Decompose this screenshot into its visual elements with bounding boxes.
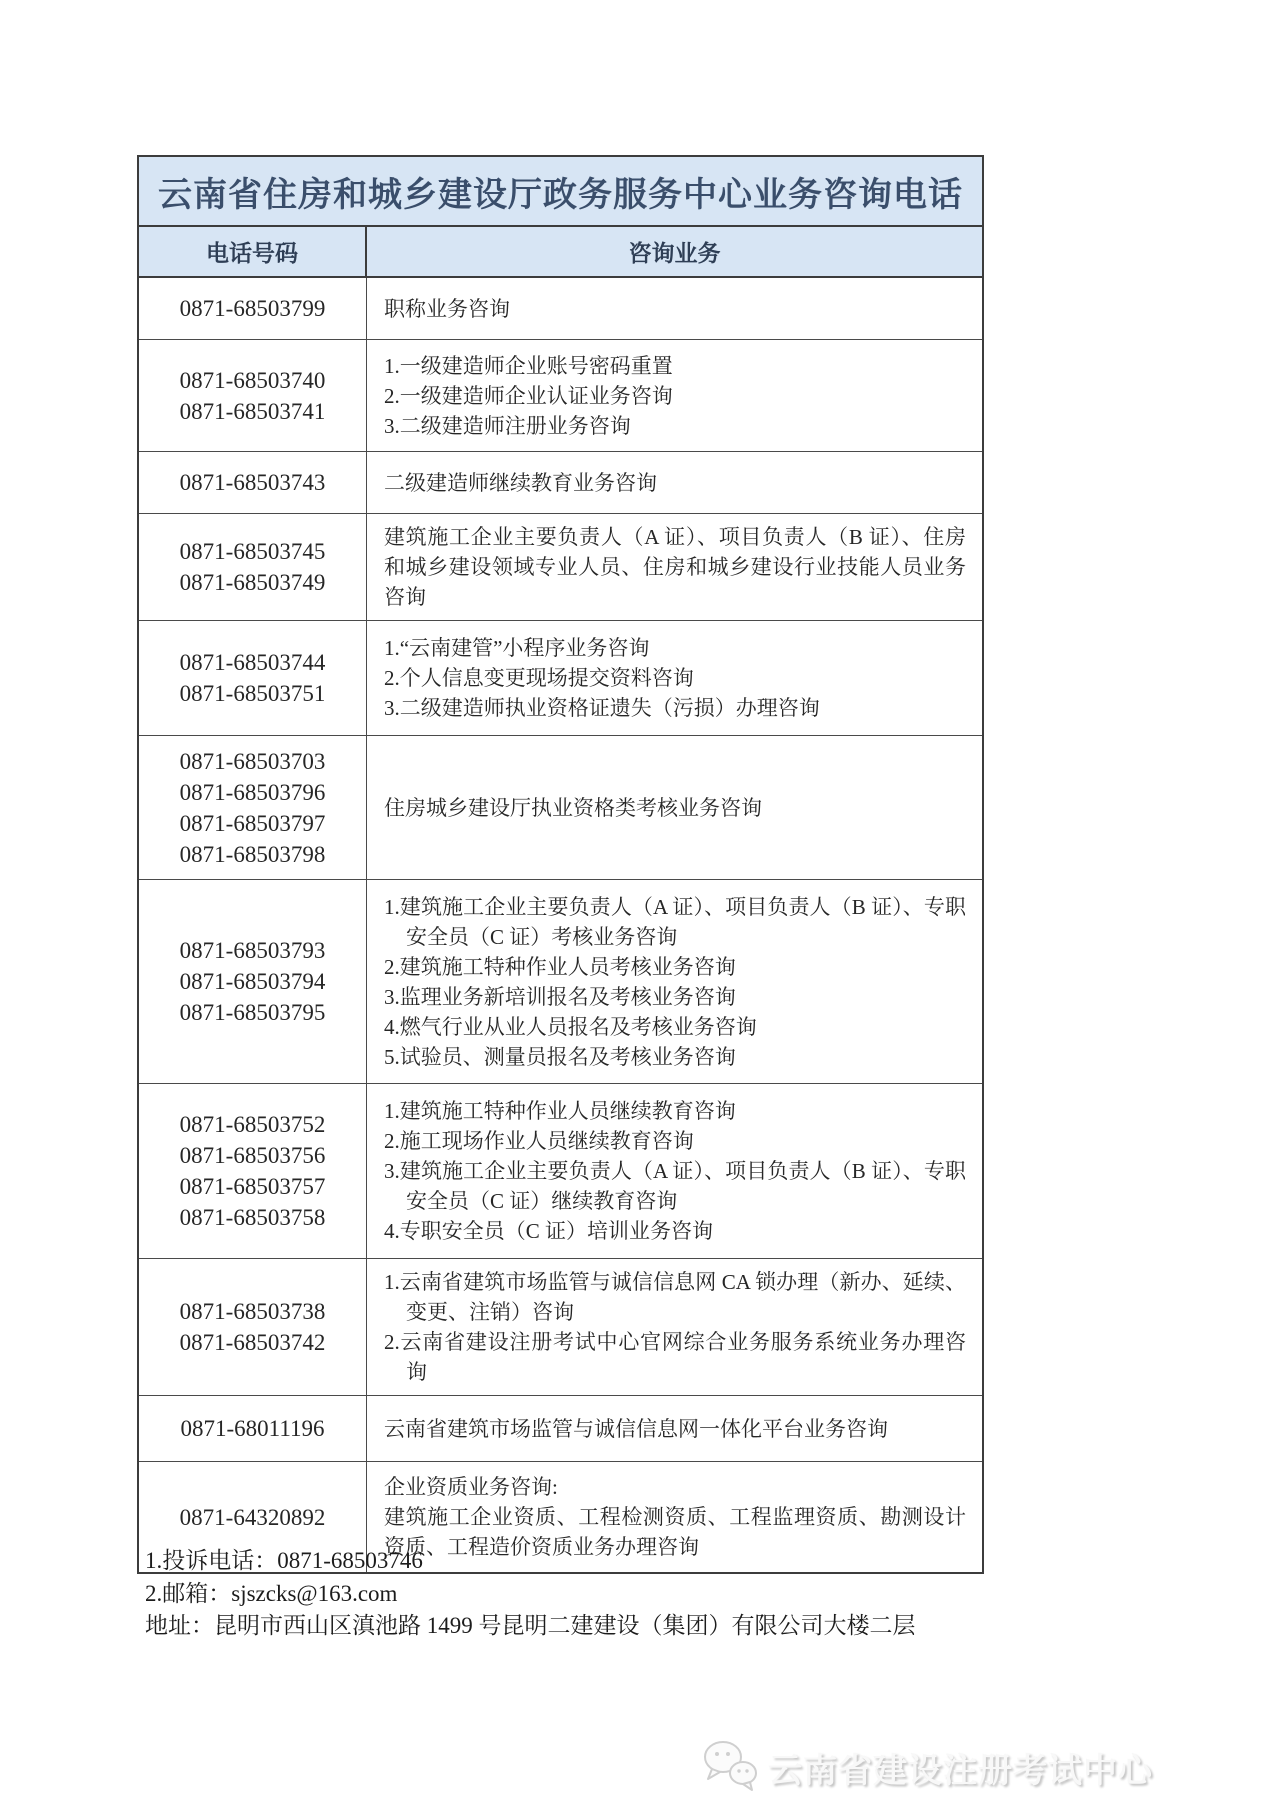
service-cell (367, 278, 982, 339)
phone-cell (139, 1084, 367, 1258)
phone-number: 0871-68503703 (179, 748, 326, 774)
phone-number: 0871-68503743 (179, 470, 326, 495)
table-row (139, 1396, 982, 1462)
phone-number: 0871-68503738 (179, 1299, 326, 1324)
service-item: 3.监理业务新培训报名及考核业务咨询 (384, 984, 736, 1009)
service-item: 2.一级建造师企业认证业务咨询 (384, 383, 673, 408)
phone-number: 0871-68503794 (179, 969, 326, 994)
table-header-row (139, 227, 982, 278)
service-item: 2.建筑施工特种作业人员考核业务咨询 (384, 954, 736, 979)
table-row (139, 621, 982, 736)
service-item: 3.二级建造师注册业务咨询 (384, 413, 631, 438)
service-cell (367, 340, 982, 451)
service-item: 住房城乡建设厅执业资格类考核业务咨询 (384, 795, 762, 820)
phone-cell (139, 278, 367, 339)
service-cell (367, 880, 982, 1083)
phone-number: 0871-68503795 (179, 1000, 326, 1025)
phone-number: 0871-68503745 (179, 539, 326, 564)
phone-number: 0871-68503744 (179, 650, 326, 675)
phone-number: 0871-68503740 (179, 367, 326, 393)
phone-cell (139, 340, 367, 451)
service-cell (367, 514, 982, 620)
service-item: 4.专职安全员（C 证）培训业务咨询 (384, 1219, 714, 1243)
table-body (139, 278, 982, 1572)
service-item: 建筑施工企业资质、工程检测资质、工程监理资质、勘测设计资质、工程造价资质业务办理咨询 (384, 1505, 966, 1559)
watermark-text: 云南省建设注册考试中心 (768, 1752, 1153, 1790)
email-line: 2.邮箱：sjszcks@163.com (145, 1580, 398, 1606)
phone-number: 0871-68503742 (179, 1330, 326, 1355)
table-row (139, 278, 982, 340)
service-item: 1.建筑施工特种作业人员继续教育咨询 (384, 1099, 736, 1123)
phone-number: 0871-68503758 (179, 1205, 326, 1230)
footer-notes (145, 1545, 916, 1643)
service-item: 云南省建筑市场监管与诚信信息网一体化平台业务咨询 (384, 1416, 888, 1441)
phone-number: 0871-64320892 (179, 1504, 326, 1530)
service-cell (367, 736, 982, 879)
phone-number: 0871-68503793 (179, 938, 326, 963)
table-row (139, 1259, 982, 1396)
column-header-phone: 电话号码 (139, 227, 367, 276)
table-row (139, 340, 982, 452)
service-item: 企业资质业务咨询: (384, 1475, 558, 1499)
address-line: 地址：昆明市西山区滇池路 1499 号昆明二建建设（集团）有限公司大楼二层 (145, 1613, 916, 1638)
phone-cell (139, 514, 367, 620)
table-row (139, 880, 982, 1084)
service-item: 3.建筑施工企业主要负责人（A 证）、项目负责人（B 证）、专职安全员（C 证）继续教育咨询 (384, 1159, 966, 1213)
phone-cell (139, 1259, 367, 1395)
phone-cell (139, 452, 367, 513)
service-item: 二级建造师继续教育业务咨询 (384, 470, 657, 495)
table-row (139, 514, 982, 621)
phone-number: 0871-68503752 (179, 1112, 326, 1137)
phone-number: 0871-68503797 (179, 810, 326, 836)
phone-cell (139, 1396, 367, 1461)
service-cell (367, 621, 982, 735)
service-item: 4.燃气行业从业人员报名及考核业务咨询 (384, 1014, 757, 1039)
table-row (139, 736, 982, 880)
account-watermark (700, 1736, 1153, 1799)
phone-number: 0871-68011196 (180, 1416, 325, 1441)
phone-cell (139, 880, 367, 1083)
service-item: 5.试验员、测量员报名及考核业务咨询 (384, 1044, 736, 1069)
service-item: 2.施工现场作业人员继续教育咨询 (384, 1129, 694, 1153)
service-cell (367, 1259, 982, 1395)
service-item: 1.一级建造师企业账号密码重置 (384, 353, 673, 378)
complaint-phone-line: 1.投诉电话：0871-68503746 (145, 1548, 423, 1573)
table-title: 云南省住房和城乡建设厅政务服务中心业务咨询电话 (139, 157, 982, 227)
service-item: 建筑施工企业主要负责人（A 证）、项目负责人（B 证）、住房和城乡建设领域专业人员、住房和城乡建设行业技能人员业务咨询 (384, 525, 966, 609)
phone-number: 0871-68503741 (179, 398, 326, 424)
service-item: 3.二级建造师执业资格证遗失（污损）办理咨询 (384, 696, 820, 720)
phone-cell (139, 621, 367, 735)
phone-number: 0871-68503757 (179, 1174, 326, 1199)
service-item: 职称业务咨询 (384, 296, 510, 321)
service-cell (367, 452, 982, 513)
service-item: 1.“云南建管”小程序业务咨询 (384, 636, 650, 660)
table-row (139, 452, 982, 514)
service-item: 1.云南省建筑市场监管与诚信信息网 CA 锁办理（新办、延续、变更、注销）咨询 (384, 1270, 966, 1324)
phone-number: 0871-68503799 (179, 296, 326, 321)
service-item: 2.云南省建设注册考试中心官网综合业务服务系统业务办理咨询 (384, 1330, 966, 1384)
phone-cell (139, 736, 367, 879)
phone-number: 0871-68503796 (179, 779, 326, 805)
service-item: 1.建筑施工企业主要负责人（A 证）、项目负责人（B 证）、专职安全员（C 证）考核业务咨询 (384, 894, 966, 949)
table-row (139, 1084, 982, 1259)
phone-number: 0871-68503749 (179, 570, 326, 595)
wechat-icon (700, 1736, 760, 1799)
phone-number: 0871-68503751 (179, 681, 326, 706)
service-cell (367, 1084, 982, 1258)
phone-number: 0871-68503756 (179, 1143, 326, 1168)
column-header-service: 咨询业务 (628, 241, 721, 266)
service-item: 2.个人信息变更现场提交资料咨询 (384, 666, 694, 690)
phone-directory-table (137, 155, 984, 1574)
phone-number: 0871-68503798 (179, 841, 326, 867)
service-cell (367, 1396, 982, 1461)
